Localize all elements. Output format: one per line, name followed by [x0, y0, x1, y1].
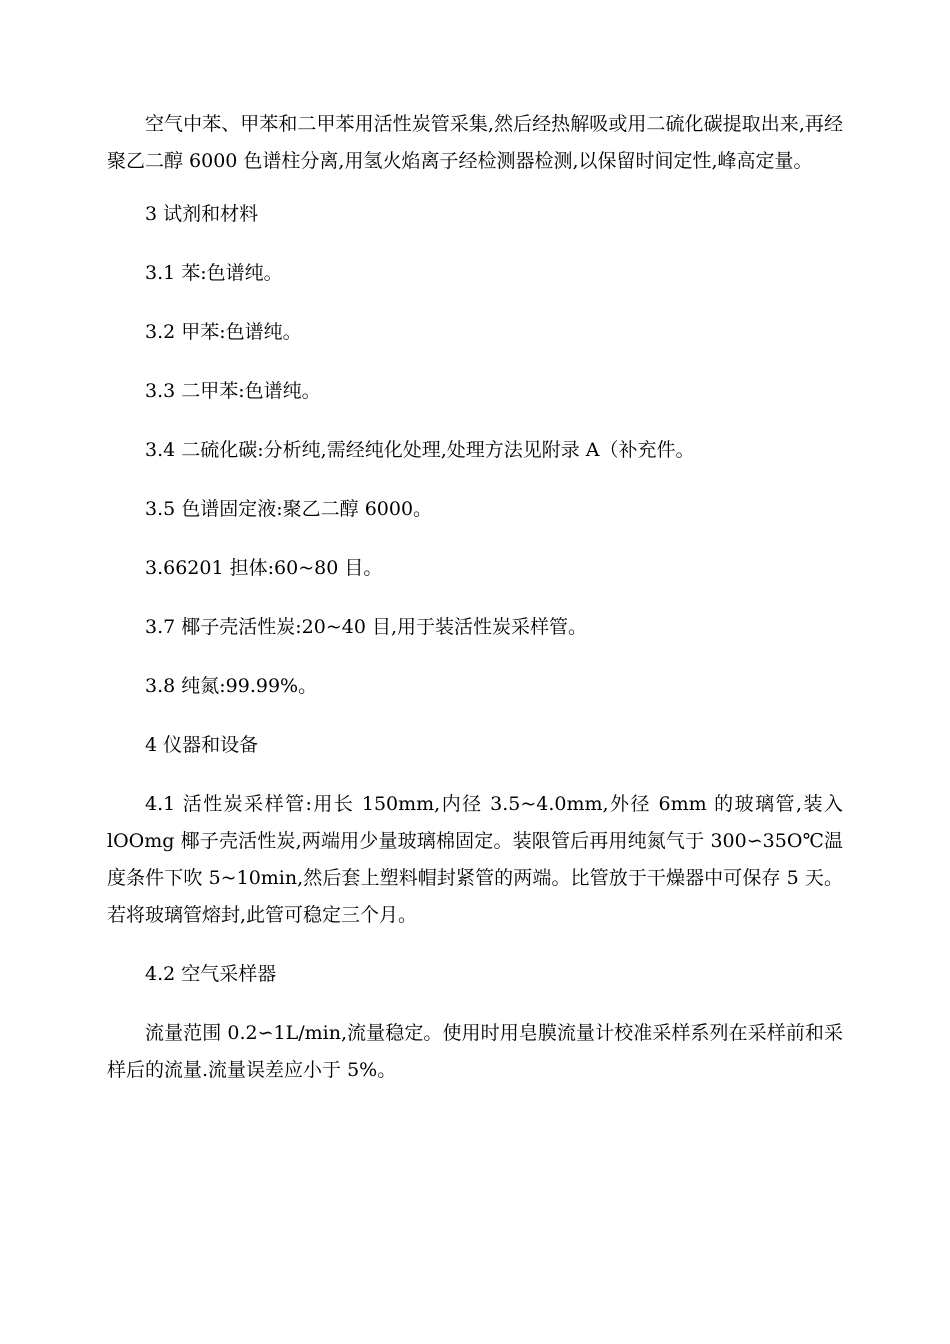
item-3-6: 3.66201 担体:60~80 目。 — [145, 557, 383, 579]
item-3-7: 3.7 椰子壳活性炭:20~40 目,用于装活性炭采样管。 — [145, 616, 588, 638]
document-page — [107, 106, 850, 1111]
item-3-2: 3.2 甲苯:色谱纯。 — [145, 321, 302, 343]
item-4-1: 4.1 活性炭采样管:用长 150mm,内径 3.5~4.0mm,外径 6mm 的玻璃管,装入 lOOmg 椰子壳活性炭,两端用少量玻璃棉固定。装限管后再用纯氮气于 300∽35O℃温度条件下吹 5~10min,然后套上塑料帽封紧管的两端。比管放于干燥器中可保存 5 天。若将玻璃管熔封,此管可稳定三个月。 — [107, 793, 850, 926]
flow-range-paragraph: 流量范围 0.2∽1L/min,流量稳定。使用时用皂膜流量计校准采样系列在采样前和采样后的流量.流量误差应小于 5%。 — [107, 1022, 843, 1081]
item-4-2: 4.2 空气采样器 — [145, 963, 277, 985]
item-3-8: 3.8 纯氮:99.99%。 — [145, 675, 318, 697]
section-heading-3: 3 试剂和材料 — [145, 203, 259, 225]
item-3-5: 3.5 色谱固定液:聚乙二醇 6000。 — [145, 498, 433, 520]
item-3-3: 3.3 二甲苯:色谱纯。 — [145, 380, 321, 402]
item-3-4: 3.4 二硫化碳:分析纯,需经纯化处理,处理方法见附录 A（补充件。 — [145, 439, 695, 461]
section-heading-4: 4 仪器和设备 — [145, 734, 259, 756]
intro-paragraph: 空气中苯、甲苯和二甲苯用活性炭管采集,然后经热解吸或用二硫化碳提取出来,再经聚乙二醇 6000 色谱柱分离,用氢火焰离子经检测器检测,以保留时间定性,峰高定量。 — [107, 113, 843, 172]
item-3-1: 3.1 苯:色谱纯。 — [145, 262, 283, 284]
